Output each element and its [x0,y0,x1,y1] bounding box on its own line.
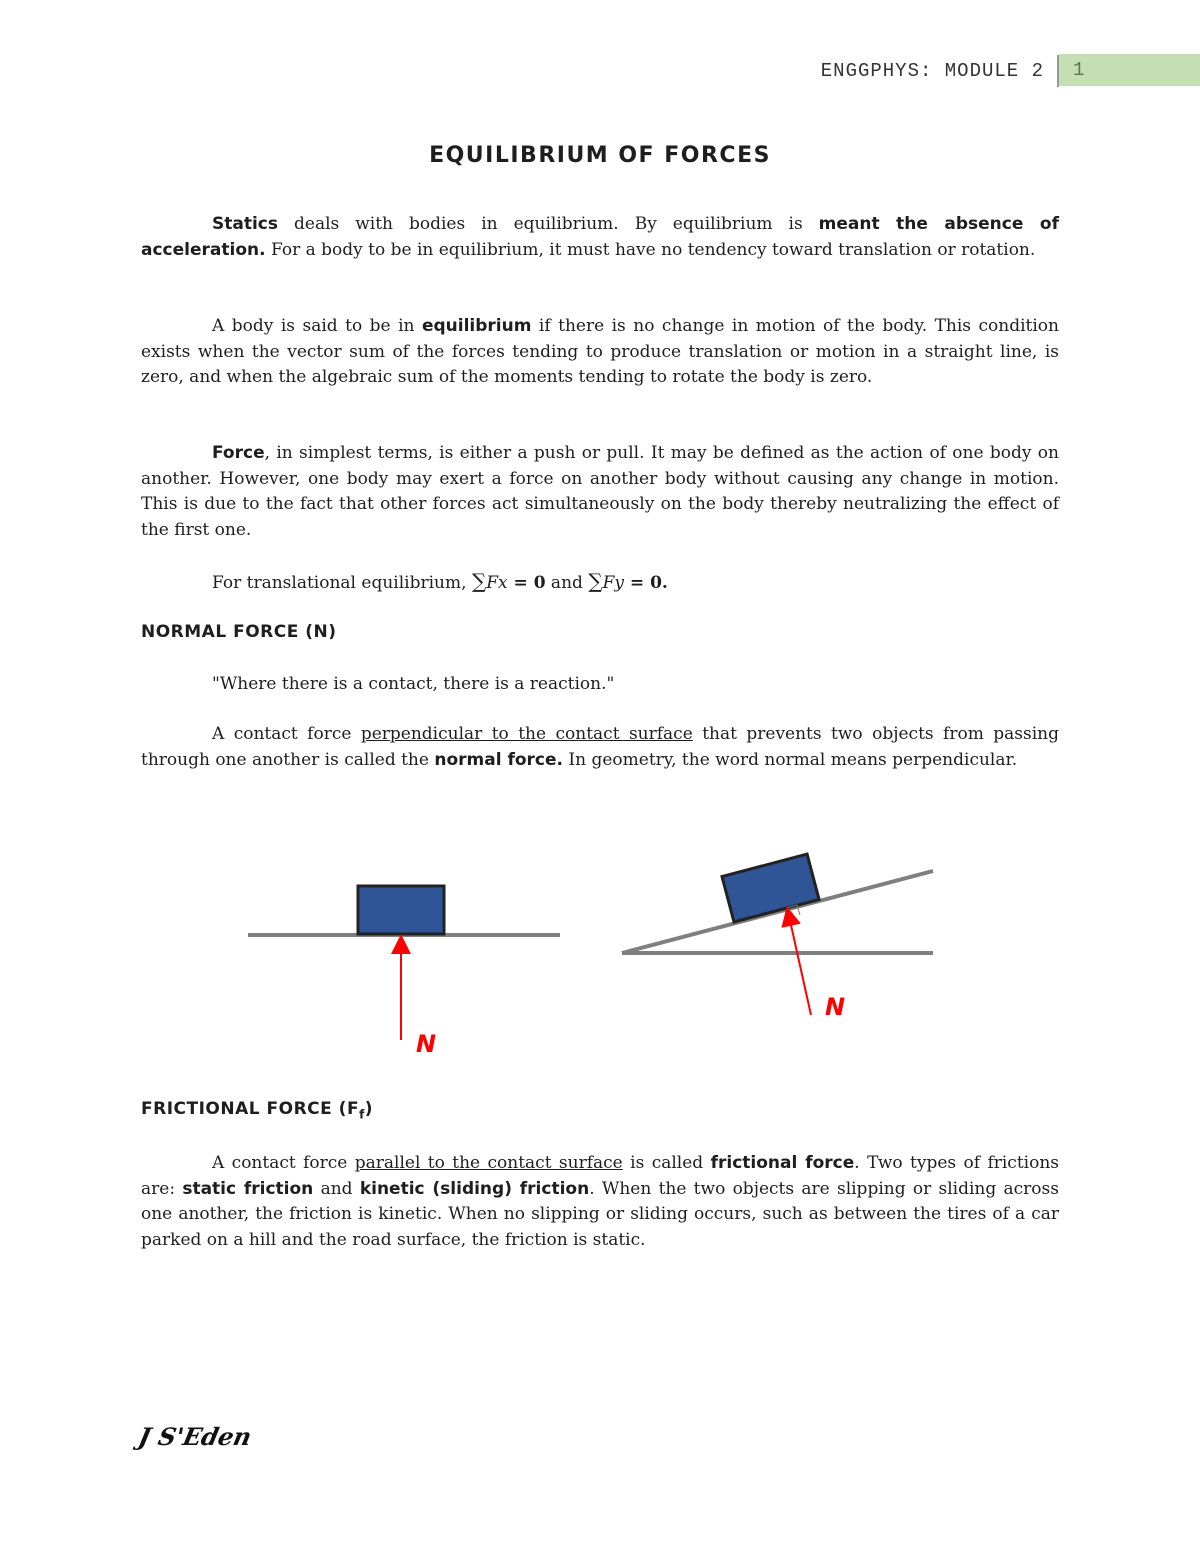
statics-term: Statics [212,214,278,234]
friction-text-4: and [313,1178,360,1199]
force-text: , in simplest terms, is either a push or pull. It may be defined as the action of one body on another. However, one body may exert a force on another body without causing any change in motion. This is due to the fact that other forces act simultaneously on the body thereby neutralizing the effect of the first one. [141,443,1059,540]
normal-force-figure [0,840,1200,1070]
equilibrium-term: equilibrium [421,316,532,336]
page-title: EQUILIBRIUM OF FORCES [429,143,771,168]
frictional-force-paragraph [141,1151,1059,1253]
equation-fx: ∑Fx = 0 [471,569,546,593]
normal-label-left: N [416,1030,437,1058]
parallel-underlined: parallel to the contact surface [354,1153,623,1173]
kinetic-friction-bold: kinetic (sliding) friction [359,1178,590,1199]
equation-fy: ∑Fy = 0. [588,569,668,593]
perpendicular-underlined: perpendicular to the contact surface [360,724,693,744]
frictional-force-bold: frictional force [710,1153,855,1173]
page-number-badge: 1 [1059,54,1200,86]
normal-label-right: N [825,993,846,1021]
normal-force-bold: normal force. [434,749,563,770]
author-signature: J S'Eden [135,1422,255,1451]
normal-force-paragraph [141,722,1059,773]
normal-arrow-right [789,916,811,1015]
friction-text-5: . When the two objects are slipping or sliding across one another, the friction is kinetic. When no slipping or sliding occurs, such as between the tires of a car parked on a hill and the road surface, the friction is static. [141,1178,1059,1250]
friction-text: A contact force [212,1153,355,1173]
statics-paragraph [141,212,1059,263]
statics-bold: meant the absence of acceleration. [141,214,1059,260]
friction-text-2: is called [622,1153,711,1173]
normal-text-2: that prevents two objects from passing through one another is called the [141,724,1059,770]
block-incline [722,854,819,922]
translational-equilibrium [141,569,1059,597]
module-header: ENGGPHYS: MODULE 2 [820,60,1044,82]
normal-text-3: In geometry, the word normal means perpendicular. [562,749,1018,770]
equilibrium-text: A body is said to be in [212,316,422,336]
equilibrium-text-2: if there is no change in motion of the body. This condition exists when the vector sum of the forces tending to produce translation or motion in a straight line, is zero, and when the algebraic sum of the moments tending to rotate the body is zero. [141,316,1059,387]
equilibrium-paragraph [141,314,1059,391]
translational-and: and [545,573,589,593]
frictional-force-heading: FRICTIONAL FORCE $(F_f)$ [141,1099,374,1122]
static-friction-bold: static friction [182,1178,314,1199]
statics-text-2: For a body to be in equilibrium, it must have no tendency toward translation or rotation. [265,239,1036,260]
block-flat [358,886,444,934]
friction-text-3: . Two types of frictions are: [141,1153,1060,1199]
force-paragraph [141,441,1059,543]
normal-force-heading: NORMAL FORCE (N) [141,622,337,642]
translational-text: For translational equilibrium, [212,573,472,593]
normal-force-quote: "Where there is a contact, there is a reaction." [212,674,615,694]
normal-text: A contact force [212,724,361,744]
statics-text: deals with bodies in equilibrium. By equilibrium is [278,214,819,234]
force-term: Force [212,443,265,463]
